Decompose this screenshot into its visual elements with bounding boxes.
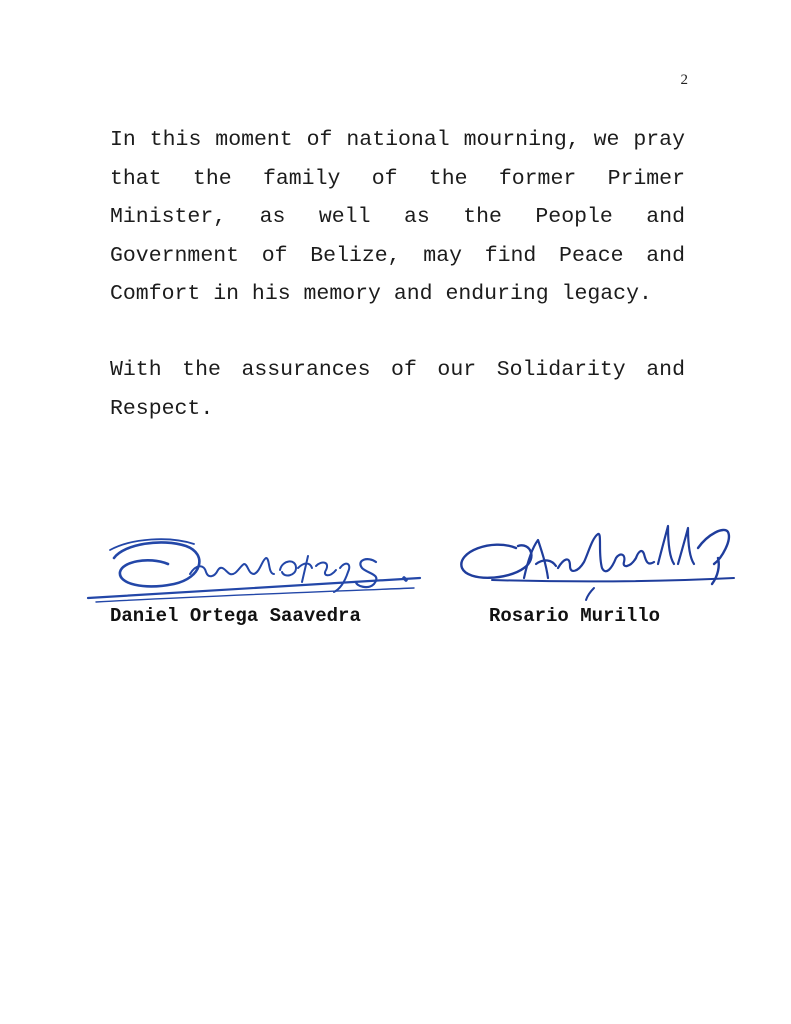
body-paragraph-mourning: In this moment of national mourning, we pray that the family of the former Primer Minister, as well as the People and Government of Belize, may find Peace and Comfort in his memory and enduring legacy. xyxy=(110,128,685,306)
page-number: 2 xyxy=(680,72,688,88)
signature-block-rosario-murillo xyxy=(452,508,742,638)
signature-block-daniel-ortega xyxy=(84,508,424,638)
handwritten-signature-rosario-murillo xyxy=(452,508,742,608)
body-paragraph-closing: With the assurances of our Solidarity and Respect. xyxy=(110,358,685,421)
handwritten-signature-daniel-ortega xyxy=(84,508,424,608)
signer-name-daniel-ortega: Daniel Ortega Saavedra xyxy=(110,605,361,627)
signer-name-rosario-murillo: Rosario Murillo xyxy=(489,605,661,627)
